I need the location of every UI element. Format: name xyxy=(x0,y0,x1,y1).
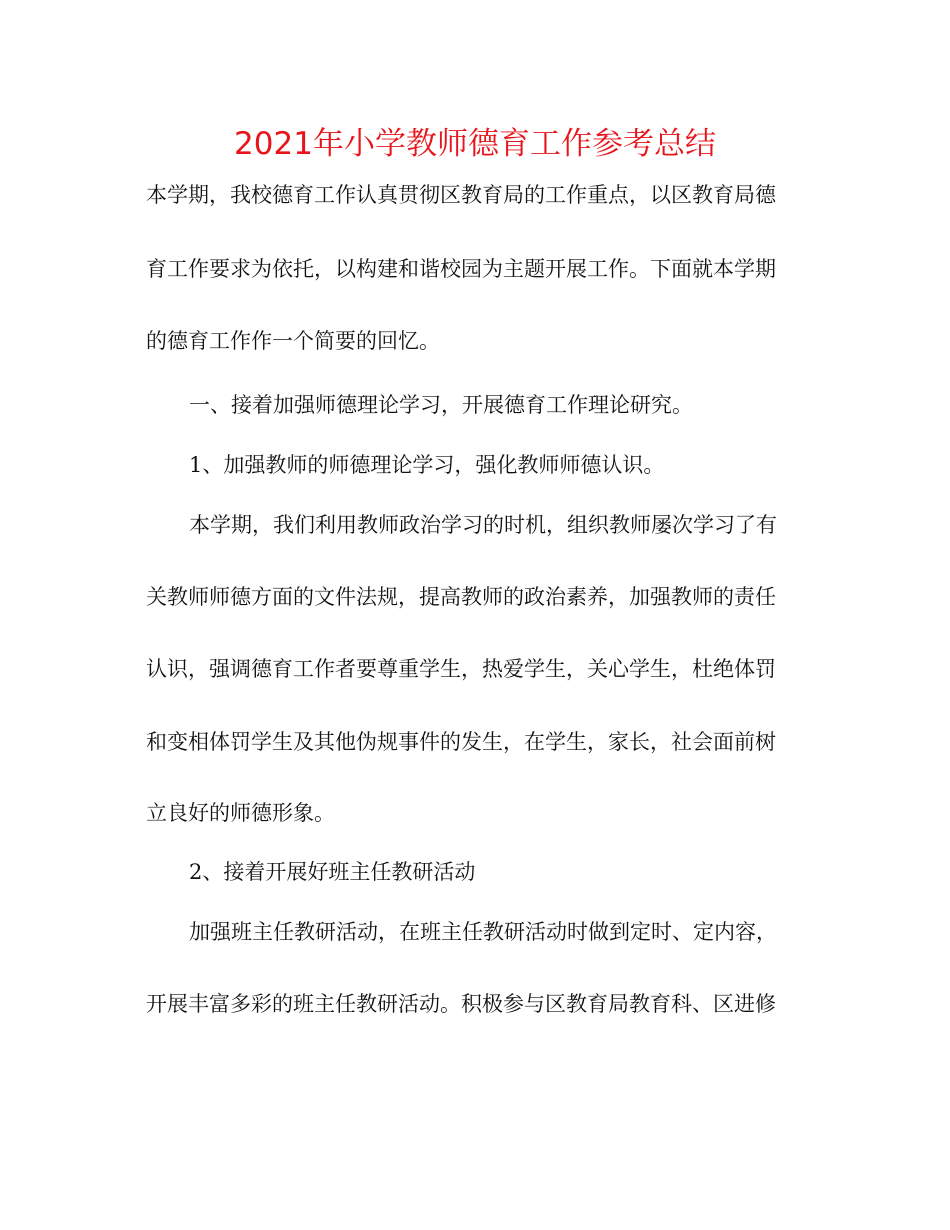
paragraph-line: 关教师师德方面的文件法规，提高教师的政治素养，加强教师的责任 xyxy=(146,585,776,609)
subsection-heading: 2、接着开展好班主任教研活动 xyxy=(189,860,476,884)
paragraph-line: 加强班主任教研活动，在班主任教研活动时做到定时、定内容， xyxy=(189,920,777,944)
section-heading: 一、接着加强师德理论学习，开展德育工作理论研究。 xyxy=(189,393,693,417)
paragraph-line: 和变相体罚学生及其他伪规事件的发生，在学生，家长，社会面前树 xyxy=(146,730,776,754)
paragraph-line: 的德育工作作一个简要的回忆。 xyxy=(146,329,440,353)
document-title: 2021年小学教师德育工作参考总结 xyxy=(234,126,716,162)
subsection-heading: 1、加强教师的师德理论学习，强化教师师德认识。 xyxy=(189,453,665,477)
paragraph-line: 本学期，我们利用教师政治学习的时机，组织教师屡次学习了有 xyxy=(189,513,777,537)
paragraph-line: 本学期，我校德育工作认真贯彻区教育局的工作重点，以区教育局德 xyxy=(146,183,776,207)
paragraph-line: 育工作要求为依托，以构建和谐校园为主题开展工作。下面就本学期 xyxy=(146,257,776,281)
paragraph-line: 认识，强调德育工作者要尊重学生，热爱学生，关心学生，杜绝体罚 xyxy=(146,657,776,681)
paragraph-line: 立良好的师德形象。 xyxy=(146,801,335,825)
paragraph-line: 开展丰富多彩的班主任教研活动。积极参与区教育局教育科、区进修 xyxy=(146,992,776,1016)
